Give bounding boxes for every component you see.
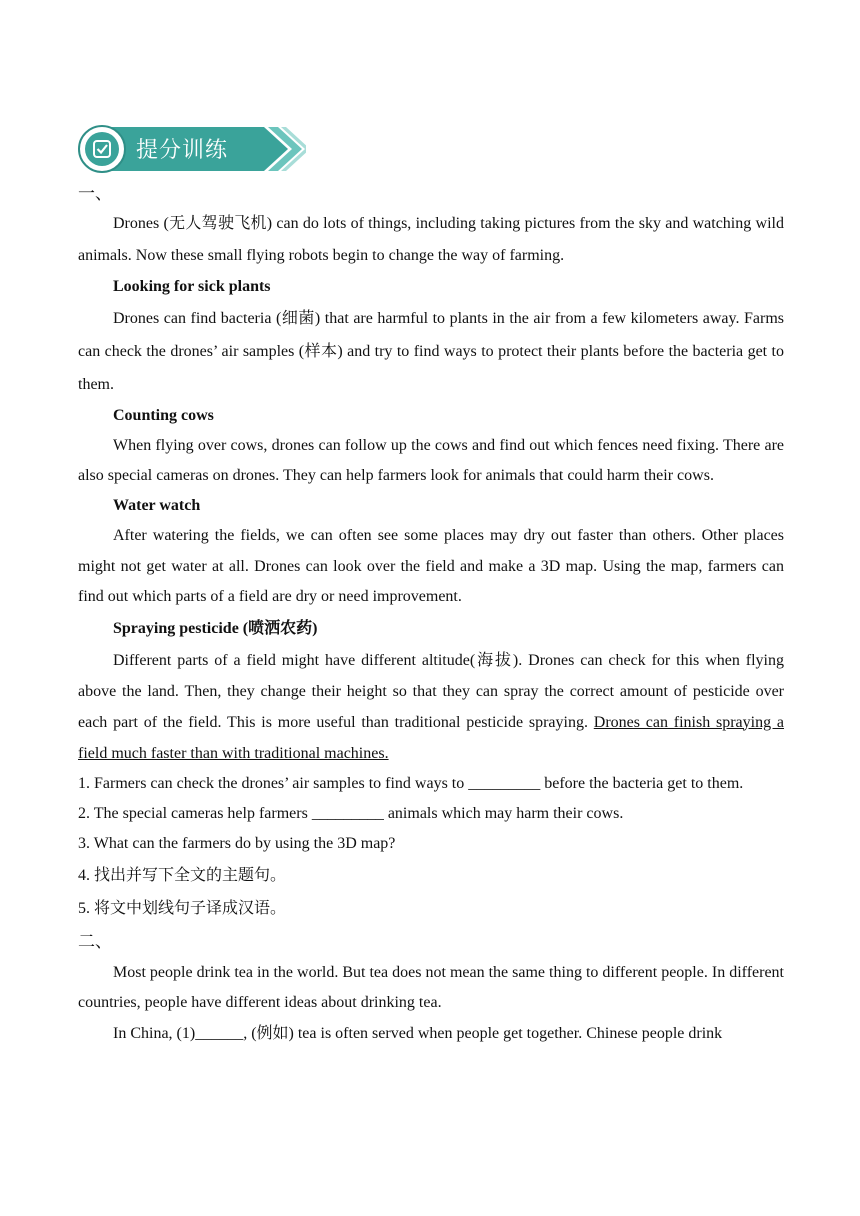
paragraph-sick-plants: Drones can find bacteria (细菌) that are harmful to plants in the air from a few kilometers away. Farms can check the drones’ air samples (样本) and try to find ways to protect their plants before the bacteria get to them. <box>78 310 784 393</box>
question-1: 1. Farmers can check the drones’ air samples to find ways to _________ before the bacteria get to them. <box>78 774 744 792</box>
paragraph-tea-china: In China, (1)______, (例如) tea is often served when people get together. Chinese people drink <box>113 1024 723 1042</box>
document-body <box>78 180 784 1049</box>
question-5: 5. 将文中划线句子译成汉语。 <box>78 899 287 917</box>
paragraph-counting-cows: When flying over cows, drones can follow up the cows and find out which fences need fixing. There are also special cameras on drones. They can help farmers look for animals that could harm their cows. <box>78 437 784 484</box>
paragraph-intro: Drones (无人驾驶飞机) can do lots of things, including taking pictures from the sky and watching wild animals. Now these small flying robots begin to change the way of farming. <box>78 215 784 264</box>
subheading-spraying-pesticide: Spraying pesticide (喷洒农药) <box>113 619 318 637</box>
subheading-sick-plants: Looking for sick plants <box>113 278 271 295</box>
question-2: 2. The special cameras help farmers _________ animals which may harm their cows. <box>78 804 624 822</box>
paragraph-spraying-pesticide <box>78 645 784 769</box>
section-label-1: 一、 <box>78 184 112 203</box>
question-4: 4. 找出并写下全文的主题句。 <box>78 866 287 884</box>
paragraph-water-watch: After watering the fields, we can often see some places may dry out faster than others. Other places might not get water at all. Drones can look over the field and make a 3D map. Using the map, farmers can find out which parts of a field are dry or need improvement. <box>78 527 784 605</box>
banner-title: 提分训练 <box>136 138 229 163</box>
paragraph-spraying-text: Different parts of a field might have different altitude(海拔). Drones can check for this when flying above the land. Then, they change their height so that they can spray the correct amount of pesticide over each part of the field. This is more useful than traditional pesticide spraying. <box>78 651 784 731</box>
question-3: 3. What can the farmers do by using the 3D map? <box>78 834 396 852</box>
section-label-2: 二、 <box>78 931 112 951</box>
section-banner <box>78 123 306 175</box>
underlined-sentence: Drones can finish spraying a field much faster than with traditional machines. <box>78 713 785 762</box>
paragraph-tea-intro: Most people drink tea in the world. But tea does not mean the same thing to different people. In different countries, people have different ideas about drinking tea. <box>78 963 784 1011</box>
subheading-water-watch: Water watch <box>113 497 201 514</box>
subheading-counting-cows: Counting cows <box>113 407 214 424</box>
